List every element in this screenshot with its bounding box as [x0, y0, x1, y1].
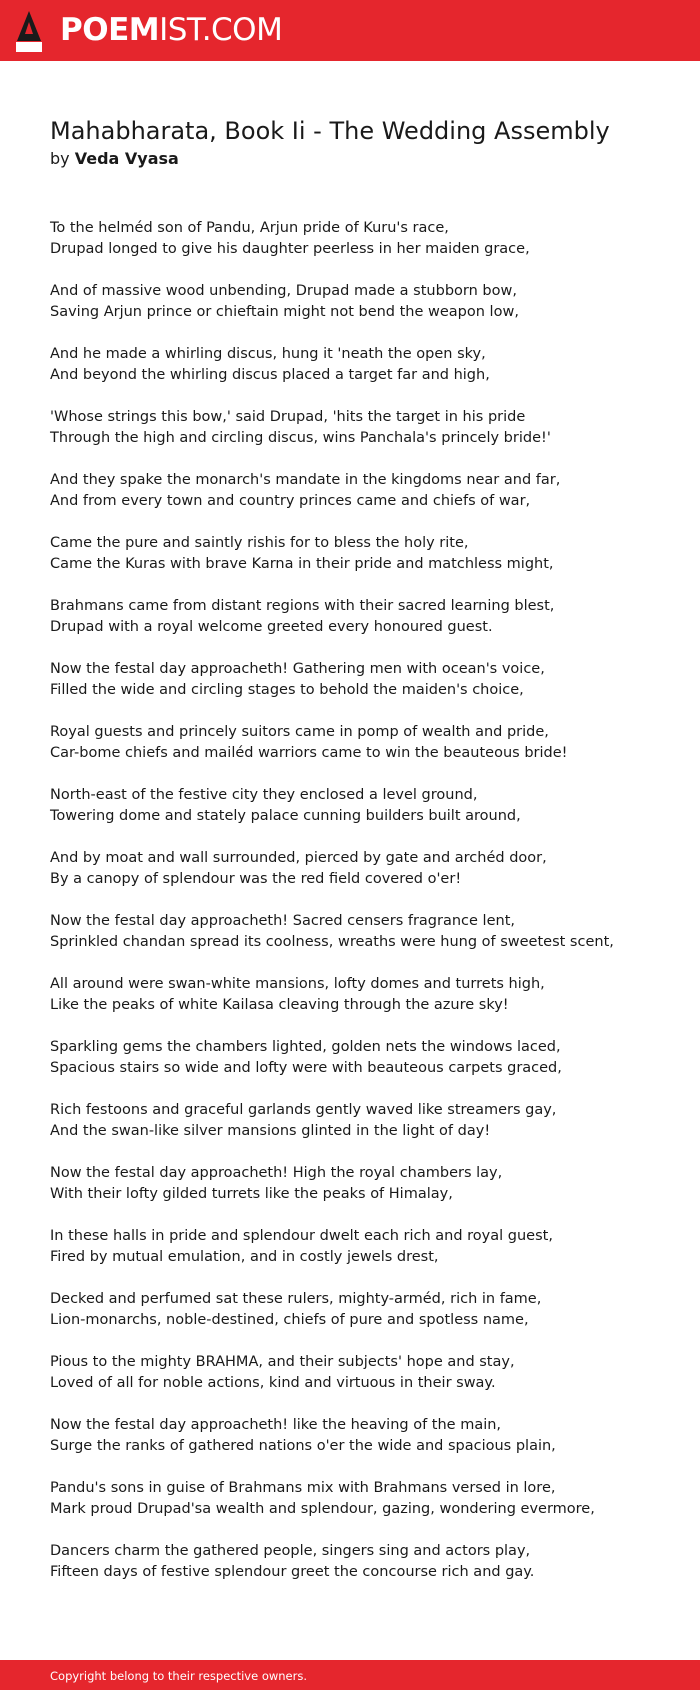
poem-body [50, 218, 670, 1604]
poem-line: Surge the ranks of gathered nations o'er the wide and spacious plain, [50, 1438, 556, 1454]
site-logo-link[interactable] [60, 11, 282, 49]
poem-line: Mark proud Drupad'sa wealth and splendour, gazing, wondering evermore, [50, 1501, 595, 1517]
poem-line: Dancers charm the gathered people, singers sing and actors play, [50, 1543, 531, 1559]
poem-line: With their lofty gilded turrets like the peaks of Himalay, [50, 1186, 453, 1202]
poem-line: By a canopy of splendour was the red field covered o'er! [50, 871, 462, 887]
poem-line: Pandu's sons in guise of Brahmans mix with Brahmans versed in lore, [50, 1480, 556, 1496]
poem-line: Fired by mutual emulation, and in costly jewels drest, [50, 1249, 439, 1265]
stanza [50, 1289, 670, 1352]
poem-line: And he made a whirling discus, hung it 'neath the open sky, [50, 346, 486, 362]
stanza [50, 1163, 670, 1226]
site-header [0, 0, 700, 61]
poem-line: Decked and perfumed sat these rulers, mighty-arméd, rich in fame, [50, 1291, 542, 1307]
stanza [50, 533, 670, 596]
stanza [50, 1100, 670, 1163]
poem-line: In these halls in pride and splendour dwelt each rich and royal guest, [50, 1228, 553, 1244]
stanza [50, 1478, 670, 1541]
poem-line: And of massive wood unbending, Drupad made a stubborn bow, [50, 283, 517, 299]
poem-line: Came the pure and saintly rishis for to bless the holy rite, [50, 535, 469, 551]
poem-line: Saving Arjun prince or chieftain might not bend the weapon low, [50, 304, 519, 320]
poem-line: Sprinkled chandan spread its coolness, wreaths were hung of sweetest scent, [50, 934, 614, 950]
poem-line: To the helméd son of Pandu, Arjun pride of Kuru's race, [50, 220, 449, 236]
poem-line: Car-bome chiefs and mailéd warriors came to win the beauteous bride! [50, 745, 568, 761]
poem-line: Fifteen days of festive splendour greet the concourse rich and gay. [50, 1564, 535, 1580]
poem-line: And by moat and wall surrounded, pierced by gate and archéd door, [50, 850, 547, 866]
brand-bold-text: POEM [60, 12, 160, 48]
poem-line: Spacious stairs so wide and lofty were with beauteous carpets graced, [50, 1060, 562, 1076]
poem-line: Filled the wide and circling stages to behold the maiden's choice, [50, 682, 524, 698]
stanza [50, 785, 670, 848]
stanza [50, 1226, 670, 1289]
poem-line: 'Whose strings this bow,' said Drupad, 'hits the target in his pride [50, 409, 526, 425]
poem-line: Sparkling gems the chambers lighted, golden nets the windows laced, [50, 1039, 561, 1055]
poem-line: Royal guests and princely suitors came in pomp of wealth and pride, [50, 724, 549, 740]
by-label: by [50, 149, 70, 168]
author-link[interactable]: Veda Vyasa [74, 149, 179, 168]
poem-line: Loved of all for noble actions, kind and virtuous in their sway. [50, 1375, 496, 1391]
stanza [50, 1415, 670, 1478]
poem-line: And beyond the whirling discus placed a target far and high, [50, 367, 490, 383]
poem-line: Rich festoons and graceful garlands gently waved like streamers gay, [50, 1102, 557, 1118]
stanza [50, 281, 670, 344]
poem-line: Drupad longed to give his daughter peerless in her maiden grace, [50, 241, 530, 257]
stanza [50, 407, 670, 470]
poem-line: Now the festal day approacheth! like the heaving of the main, [50, 1417, 502, 1433]
stanza [50, 596, 670, 659]
stanza [50, 344, 670, 407]
poem-line: Through the high and circling discus, wins Panchala's princely bride!' [50, 430, 551, 446]
stanza [50, 218, 670, 281]
poem-line: All around were swan-white mansions, lofty domes and turrets high, [50, 976, 545, 992]
poem-line: Now the festal day approacheth! Sacred censers fragrance lent, [50, 913, 515, 929]
poem-line: Drupad with a royal welcome greeted every honoured guest. [50, 619, 493, 635]
stanza [50, 848, 670, 911]
poem-line: Pious to the mighty BRAHMA, and their subjects' hope and stay, [50, 1354, 515, 1370]
poem-line: Now the festal day approacheth! High the royal chambers lay, [50, 1165, 503, 1181]
poem-line: And the swan-like silver mansions glinted in the light of day! [50, 1123, 491, 1139]
poem-line: Brahmans came from distant regions with their sacred learning blest, [50, 598, 555, 614]
stanza [50, 659, 670, 722]
stanza [50, 1037, 670, 1100]
poem-line: Now the festal day approacheth! Gathering men with ocean's voice, [50, 661, 545, 677]
poem-title: Mahabharata, Book Ii - The Wedding Assembly [50, 117, 610, 145]
stanza [50, 911, 670, 974]
stanza [50, 1541, 670, 1604]
poem-line: And from every town and country princes came and chiefs of war, [50, 493, 531, 509]
stanza [50, 722, 670, 785]
stanza [50, 470, 670, 533]
pen-nib-icon[interactable] [16, 10, 42, 52]
poem-line: Like the peaks of white Kailasa cleaving through the azure sky! [50, 997, 509, 1013]
poem-byline [50, 148, 179, 170]
poem-line: North-east of the festive city they enclosed a level ground, [50, 787, 478, 803]
copyright-text: Copyright belong to their respective owners. [50, 1669, 308, 1683]
poem-line: Lion-monarchs, noble-destined, chiefs of pure and spotless name, [50, 1312, 529, 1328]
stanza [50, 974, 670, 1037]
site-footer [0, 1660, 700, 1690]
poem-line: Towering dome and stately palace cunning builders built around, [50, 808, 521, 824]
poem-line: Came the Kuras with brave Karna in their pride and matchless might, [50, 556, 554, 572]
stanza [50, 1352, 670, 1415]
poem-line: And they spake the monarch's mandate in the kingdoms near and far, [50, 472, 561, 488]
brand-thin-text: IST.COM [159, 12, 283, 48]
